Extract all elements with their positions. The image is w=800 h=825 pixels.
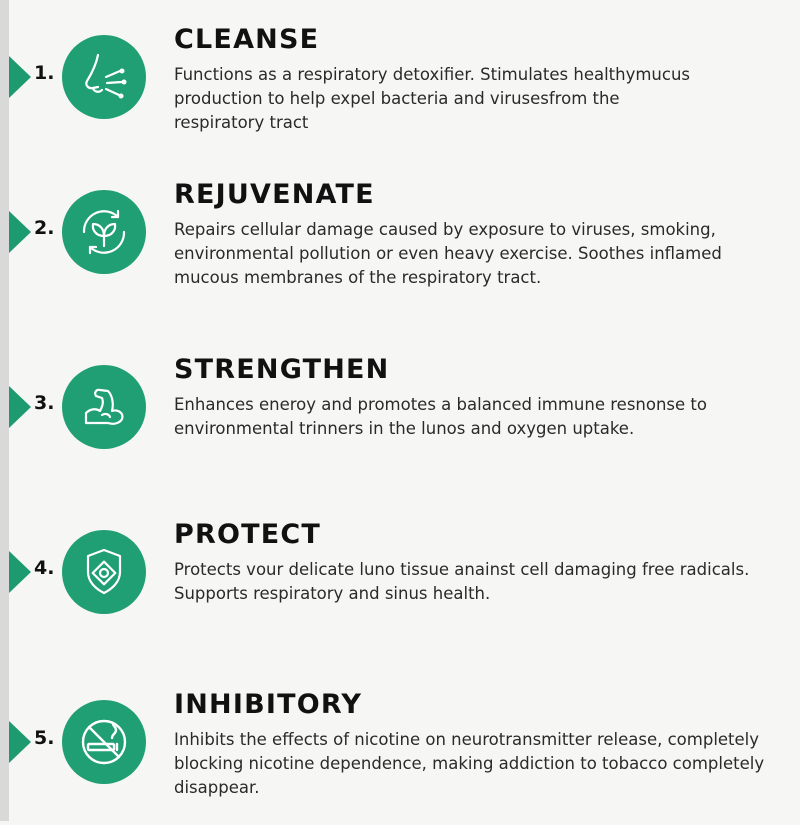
benefit-item-inhibitory xyxy=(0,685,800,825)
shield-icon xyxy=(74,542,134,602)
benefit-item-strengthen xyxy=(0,350,800,490)
description-line: Functions as a respiratory detoxifier. Stimulates healthymucus xyxy=(174,65,691,84)
description-line: Protects vour delicate luno tissue anainst cell damaging free radicals. xyxy=(174,560,750,579)
benefit-item-protect xyxy=(0,515,800,655)
description-line: respiratory tract xyxy=(174,113,309,132)
item-number: 2. xyxy=(34,217,55,239)
item-number: 5. xyxy=(34,727,55,749)
item-title: INHIBITORY xyxy=(174,689,363,720)
item-description xyxy=(174,393,794,441)
pointer-arrow xyxy=(9,721,31,763)
description-line: environmental trinners in the lunos and oxygen uptake. xyxy=(174,419,635,438)
item-title: CLEANSE xyxy=(174,24,320,55)
item-number: 3. xyxy=(34,392,55,414)
item-description xyxy=(174,63,794,135)
flexed-arm-icon xyxy=(74,377,134,437)
description-line: Enhances eneroy and promotes a balanced immune resnonse to xyxy=(174,395,707,414)
description-line: Supports respiratory and sinus health. xyxy=(174,584,491,603)
benefit-item-cleanse xyxy=(0,20,800,160)
nose-airflow-icon xyxy=(74,47,134,107)
benefit-item-rejuvenate xyxy=(0,175,800,315)
item-number: 1. xyxy=(34,62,55,84)
item-title: STRENGTHEN xyxy=(174,354,390,385)
icon-circle xyxy=(62,190,146,274)
description-line: environmental pollution or even heavy exercise. Soothes inflamed xyxy=(174,244,722,263)
pointer-arrow xyxy=(9,386,31,428)
item-description xyxy=(174,218,794,290)
icon-circle xyxy=(62,35,146,119)
pointer-arrow xyxy=(9,56,31,98)
pointer-arrow xyxy=(9,211,31,253)
item-title: REJUVENATE xyxy=(174,179,375,210)
description-line: production to help expel bacteria and virusesfrom the xyxy=(174,89,620,108)
item-description xyxy=(174,558,794,606)
icon-circle xyxy=(62,365,146,449)
item-title: PROTECT xyxy=(174,519,322,550)
description-line: mucous membranes of the respiratory tract. xyxy=(174,268,542,287)
item-description xyxy=(174,728,794,800)
description-line: blocking nicotine dependence, making addiction to tobacco completely xyxy=(174,754,765,773)
no-smoking-icon xyxy=(74,712,134,772)
pointer-arrow xyxy=(9,551,31,593)
item-number: 4. xyxy=(34,557,55,579)
leaf-renew-icon xyxy=(74,202,134,262)
icon-circle xyxy=(62,700,146,784)
description-line: disappear. xyxy=(174,778,260,797)
description-line: Repairs cellular damage caused by exposure to viruses, smoking, xyxy=(174,220,716,239)
icon-circle xyxy=(62,530,146,614)
description-line: Inhibits the effects of nicotine on neurotransmitter release, completely xyxy=(174,730,760,749)
